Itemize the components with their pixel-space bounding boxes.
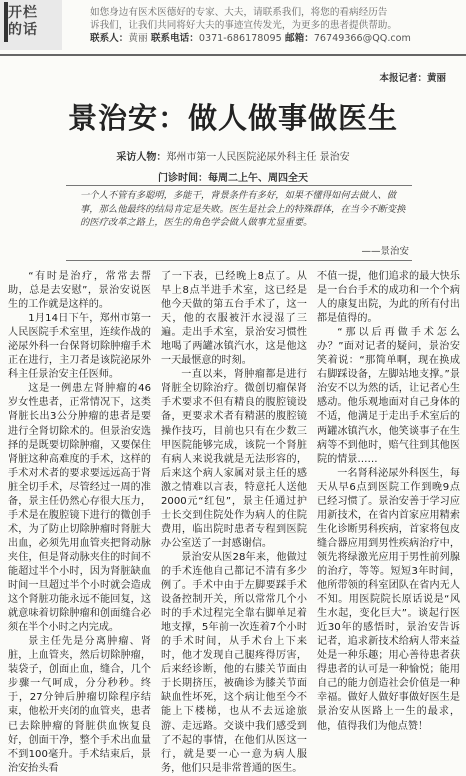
intro-line-2: 诉我们，让我们共同将好大夫的事迹宣传发光，为更多的患者提供帮助。 <box>90 20 397 31</box>
paragraph: 了一下表，已经晚上8点了。从早上8点半进手术室，这已经是他今天做的第五台手术了，这一天，他的衣服被汗水浸湿了三遍。走出手术室，景治安习惯性地喝了两罐冰镇汽水，这是他这一天最惬意的时刻。 <box>161 271 307 367</box>
quote-author: ——景治安 <box>361 246 409 257</box>
article-title: 景治安：做人做事做医生 <box>67 101 398 135</box>
column-tag-label: 开栏的话 <box>8 5 38 38</box>
lead-quote: 一个人不管有多聪明，多能干，背景条件有多好，如果不懂得如何去做人、做事，那么他最终的结局肯定是失败。医生是社会上的特殊群体，在当今不断变换的医疗改革之路上，医生的角色学会做人做事尤显重要。 <box>80 190 406 228</box>
paragraph: 景治安从医28年来，他做过的手术连他自己都记不清有多少例了。手术中由于左脚要踩手术设备控制开关，所以常常几个小时的手术过程完全靠右脚单足着地支撑，5年前一次连着7个小时的手术时间，从手术台上下来时，他才发现自己腿疼得厉害，后来经诊断，他的右膝关节面由于长期挤压，被确诊为膝关节面缺血性坏死，这个病让他至今不能上下楼梯，也从不去远途旅游、走远路。交谈中我们感受到了不起的事情，在他们从医这一行，就是要一心一意为病人服务，他们只是非常普通的医生。 <box>161 551 307 774</box>
top-divider <box>0 54 466 56</box>
interviewee-value: 郑州市第一人民医院泌尿外科主任 景治安 <box>166 152 350 163</box>
reporter-byline: 本报记者：黄丽 <box>379 73 446 84</box>
phone-number: 0371-686178095 <box>198 33 282 44</box>
paragraph: 1月14日下午，郑州市第一人民医院手术室里，连续作战的泌尿外科一台保肾切除肿瘤手术正在进行，主刀者是该院泌尿外科主任景治安主任医师。 <box>8 313 151 381</box>
contact-name: 黄丽 <box>128 33 148 44</box>
phone-label: 联系电话： <box>147 33 199 44</box>
paragraph: “有时是治疗，常常去帮助，总是去安慰”，景治安说医生的工作就是这样的。 <box>8 271 151 311</box>
article-column-1 <box>8 270 151 776</box>
contact-line <box>90 32 466 45</box>
paragraph: 一名肾科泌尿外科医生，每天从早6点到医院工作到晚9点已经习惯了。景治安善于学习应用新技术，在省内首家应用精索生化诊断男科疾病，首家将包皮缝合器应用到男性疾病治疗中，领先将绿激光应用于男性前列腺的治疗，等等。短短3年时间，他所带领的科室团队在省内无人不知。用医院院长原话说是“风生水起，变化巨大”。谈起行医近30年的感悟时，景治安告诉记者，追求新技术给病人带来益处是一种乐趣；用心善待患者获得患者的认可是一种愉悦；能用自己的能力创造社会价值是一种幸福。做好人做好事做好医生是景治安从医路上一生的最求，他，值得我们为他点赞！ <box>317 467 460 732</box>
paragraph: 这是一例患左肾肿瘤的46岁女性患者，正常情况下，这类肾脏长出3公分肿瘤的患者是要进行全肾切除术的。但景治安选择的是既要切除肿瘤，又要保住肾脏这种高难度的手术，这样的手术对术者的要求要远远高于肾脏全切手术，尽管经过一周的准备，景主任仍然心存很大压力，手术是在腹腔镜下进行的微创手术，为了防止切除肿瘤时肾脏大出血，必须先用血管夹把肾动脉夹住，但是肾动脉夹住的时间不能超过半个小时，因为肾脏缺血时间一旦超过半个小时就会造成这个肾脏功能永远不能回复，这就意味着切除肿瘤和创面缝合必须在半个小时之内完成。 <box>8 383 151 634</box>
email-address: 76749366@QQ.com <box>313 33 411 44</box>
quote-rule-bottom <box>66 260 412 261</box>
article-column-2 <box>161 270 307 776</box>
quote-rule-top <box>66 185 412 186</box>
clinic-time: 门诊时间：每周二上午、周四全天 <box>158 173 308 184</box>
interviewee-label: 采访人物： <box>116 152 167 163</box>
paragraph: 一直以来，肾肿瘤都是进行肾脏全切除治疗。微创切瘤保肾手术要求不但有精良的腹腔镜设备，更要求术者有精湛的腹腔镜操作技巧，目前也只有在少数三甲医院能够完成，该院一个肾脏有病人来说我就是无法形容的，后来这个病人家属对景主任的感激之情难以言表，特意托人送他2000元“红包”，景主任通过护士长交到住院处作为病人的住院费用，临出院时患者专程到医院办公室送了一封感谢信。 <box>161 369 307 549</box>
intro-line-1: 如您身边有医术医德好的专家、大夫，请联系我们，将您的看病经历告 <box>90 7 388 18</box>
contact-label: 联系人： <box>90 33 129 44</box>
article-column-3 <box>317 270 460 734</box>
column-banner <box>0 0 466 50</box>
column-intro <box>90 6 466 45</box>
interviewee-line <box>0 148 466 163</box>
email-label: 邮箱： <box>281 33 314 44</box>
column-tag <box>0 0 62 50</box>
tag-bar <box>4 2 8 42</box>
paragraph: “那以后再做手术怎么办？”面对记者的疑问，景治安笑着说：“那简单啊，现在换成右脚踩设备，左脚站地支撑。”景治安不以为然的话，让记者心生感动。他乐观地面对自己身体的不适，他满足于走出手术室后的两罐冰镇汽水，他笑谈事子在生病等不到他时，赔气往到其他医院的情景…… <box>317 327 460 465</box>
paragraph: 景主任先是分离肿瘤、肾脏，上血管夹，然后切除肿瘤，装袋子，创面止血，缝合，几个步骤一气呵成，分分秒秒。终于，27分钟后肿瘤切除程序结束，他松开夹闭的血管夹，患者已去除肿瘤的肾脏供血恢复良好，创面干净，整个手术出血量不到100毫升。手术结束后，景治安抬头看 <box>8 636 151 774</box>
paragraph: 不值一提，他们追求的最大快乐是一台台手术的成功和一个个病人的康复出院，为此的所有付出都是值得的。 <box>317 271 460 325</box>
